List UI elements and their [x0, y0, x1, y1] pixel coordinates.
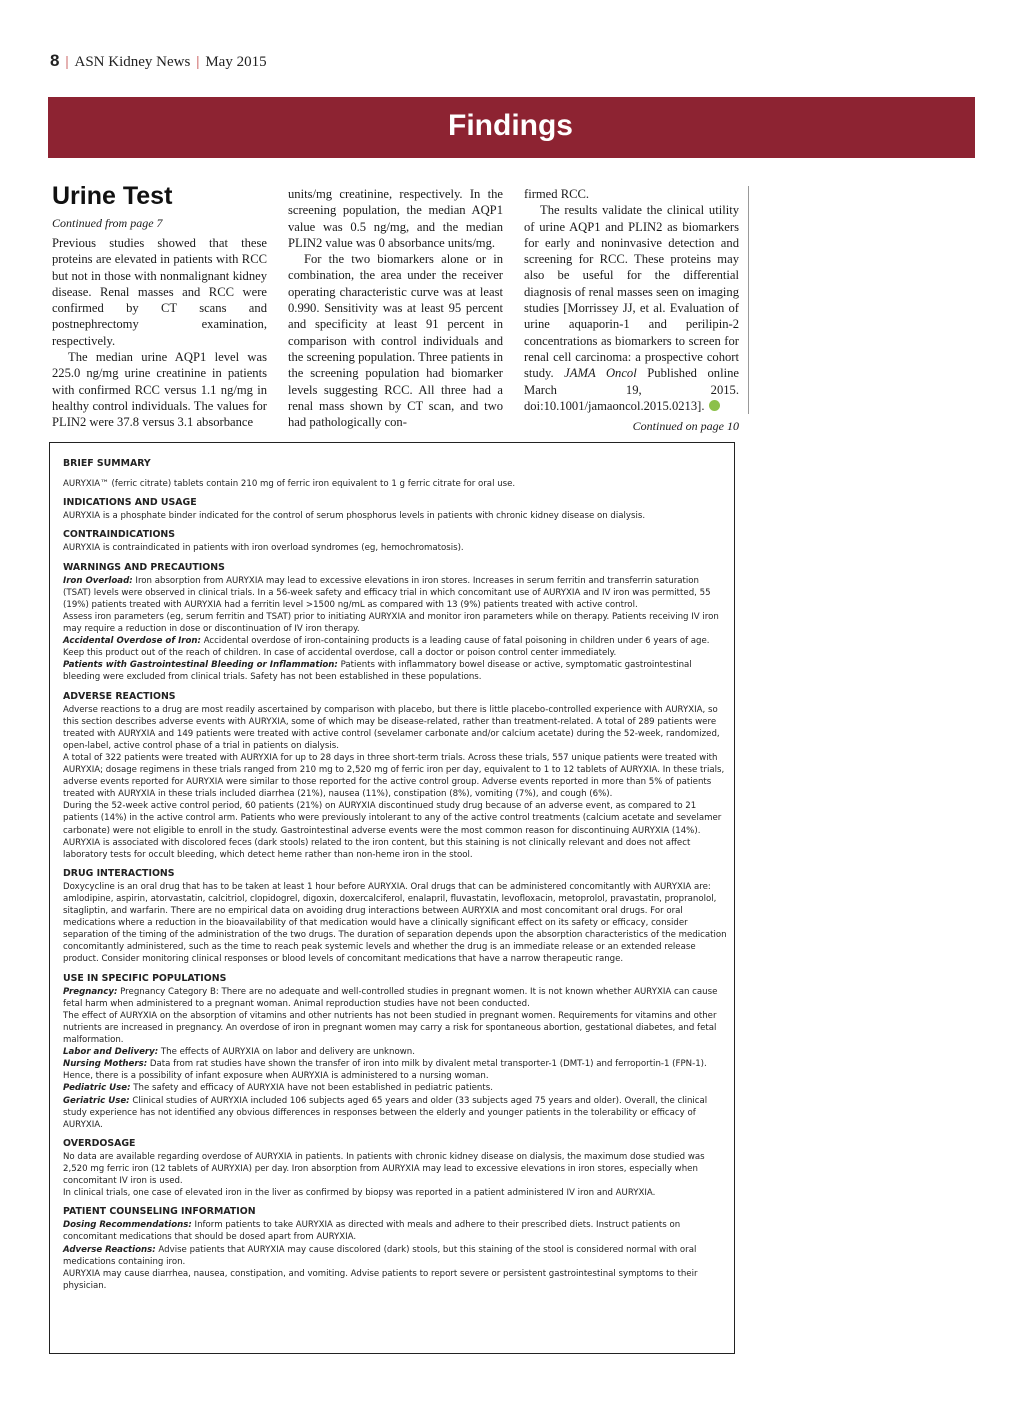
subheading-text: Advise patients that AURYXIA may cause discolored (dark) stools, but this staining of the stool is considered normal with oral medications containing iron.: [63, 1244, 697, 1267]
section-heading: OVERDOSAGE: [63, 1137, 136, 1149]
section-heading: USE IN SPECIFIC POPULATIONS: [63, 972, 227, 984]
article-column-2: [288, 186, 503, 430]
section-text: AURYXIA is a phosphate binder indicated for the control of serum phosphorus levels in patients with chronic kidney disease on dialysis.: [63, 511, 646, 522]
section-text: No data are available regarding overdose of AURYXIA in patients. In patients with chronic kidney disease on dialysis, the maximum dose studied was 2,520 mg ferric iron (12 tablets of AURYXIA) per day. Iron absorption from AURYXIA may lead to excessive elevations in iron stores, especially when concomitant IV iron is used.: [63, 1151, 705, 1187]
subheading: Nursing Mothers:: [63, 1059, 148, 1070]
section-heading: BRIEF SUMMARY: [63, 458, 151, 469]
section-heading: PATIENT COUNSELING INFORMATION: [63, 1206, 256, 1218]
section-text: Adverse reactions to a drug are most readily ascertained by comparison with placebo, but there is little placebo-controlled experience with AURYXIA, so this section describes adverse events with AURYXIA, some of which may be disease-related, rather than treatment-related. A total of 289 patients were treated with AURYXIA and 149 patients were treated with active control (sevelamer carbonate and/or calcium acetate) during the 52-week, randomized, open-label, active control phase of a trial in patients on dialysis.: [63, 704, 720, 751]
subheading-text: Clinical studies of AURYXIA included 106 subjects aged 65 years and older (33 subjects aged 75 years and older). Overall, the clinical study experience has not identified any obvious differences in responses between the elderly and younger patients in the tolerability or efficacy of AURYXIA.: [63, 1095, 708, 1130]
section-text: [63, 1046, 727, 1058]
citation-text: Published online March 19, 2015. doi:10.1001/jamaoncol.2015.0213].: [524, 366, 739, 413]
summary-section: [63, 868, 727, 966]
summary-section: [63, 691, 727, 861]
header-separator: |: [196, 54, 200, 70]
running-header: [50, 51, 267, 71]
section-text: [63, 1219, 727, 1243]
subheading-text: Pregnancy Category B: There are no adequate and well-controlled studies in pregnant women. It is not known whether AURYXIA can cause fetal harm when administered to a pregnant woman. Animal reproduction studies have not been conducted.: [63, 986, 718, 1009]
brief-summary-box: [49, 442, 735, 1354]
summary-section: [63, 1206, 727, 1292]
section-text: [63, 575, 727, 611]
subheading-text: Accidental overdose of iron-containing products is a leading cause of fatal poisoning in children under 6 years of age. Keep this product out of the reach of children. In case of accidental overdose, call a doctor or poison control center immediately.: [63, 636, 710, 659]
article-column-1: [52, 235, 267, 431]
summary-section: [63, 562, 727, 684]
summary-section: [63, 973, 727, 1131]
summary-section: [63, 1138, 727, 1199]
subheading: Dosing Recommendations:: [63, 1220, 192, 1231]
continued-from: Continued from page 7: [52, 216, 163, 230]
section-text: AURYXIA™ (ferric citrate) tablets contain 210 mg of ferric iron equivalent to 1 g ferric citrate for oral use.: [63, 479, 516, 490]
article-paragraph: For the two biomarkers alone or in combination, the area under the receiver operating characteristic curve was at least 0.990. Sensitivity was at least 95 percent and specificity at least 91 percent in comparison with control individuals and the screening population. Three patients in the screening population had biomarker levels suggesting RCC. All three had a renal mass shown by CT scan, and two had pathologically con-: [288, 252, 503, 430]
page-number: 8: [50, 51, 60, 70]
continued-on-link[interactable]: Continued on page 10: [632, 419, 739, 434]
article-title: Urine Test: [52, 182, 173, 210]
section-banner: [48, 97, 975, 158]
column-divider: [748, 186, 749, 414]
section-text: [63, 1082, 727, 1094]
summary-section: [63, 529, 727, 554]
subheading-text: The safety and efficacy of AURYXIA have not been established in pediatric patients.: [130, 1083, 493, 1094]
section-text: [63, 1058, 727, 1082]
section-text: [63, 659, 727, 683]
subheading: Accidental Overdose of Iron:: [63, 636, 201, 647]
section-text: [63, 1095, 727, 1131]
article-paragraph: firmed RCC.: [524, 187, 590, 201]
section-text: Doxycycline is an oral drug that has to be taken at least 1 hour before AURYXIA. Oral drugs that can be administered concomitantly with AURYXIA are: amlodipine, aspirin, atorvastatin, calcitriol, clopidogrel, digoxin, doxercalciferol, enalapril, fluvastatin, levofloxacin, metoprolol, pravastatin, propranolol, sitagliptin, and warfarin. There are no empirical data on avoiding drug interactions between AURYXIA and most concomitant oral drugs. For oral medications where a reduction in the bioavailability of that medication would have a clinically significant effect on its safety or efficacy, consider separation of the timing of the administration of the two drugs. The duration of separation depends upon the absorption characteristics of the medication concomitantly administered, such as the time to reach peak systemic levels and whether the drug is an immediate release or an extended release product. Consider monitoring clinical responses or blood levels of concomitant medications that have a narrow therapeutic range.: [63, 881, 727, 965]
section-text: [63, 635, 727, 659]
subheading-text: Inform patients to take AURYXIA as directed with meals and adhere to their prescribed diets. Instruct patients on concomitant medications that should be dosed apart from AURYXIA.: [63, 1220, 681, 1243]
subheading: Adverse Reactions:: [63, 1244, 156, 1255]
section-text: AURYXIA may cause diarrhea, nausea, constipation, and vomiting. Advise patients to report severe or persistent gastrointestinal symptoms to their physician.: [63, 1268, 698, 1291]
subheading-text: The effects of AURYXIA on labor and delivery are unknown.: [158, 1047, 415, 1058]
section-heading: ADVERSE REACTIONS: [63, 690, 176, 702]
subheading-text: Data from rat studies have shown the transfer of iron into milk by divalent metal transporter-1 (DMT-1) and ferroportin-1 (FPN-1). Hence, there is a possibility of infant exposure when AURYXIA is administered to a nursing woman.: [63, 1059, 707, 1082]
section-heading: WARNINGS AND PRECAUTIONS: [63, 561, 225, 573]
journal-name: JAMA Oncol: [564, 366, 637, 381]
section-text: AURYXIA is associated with discolored feces (dark stools) related to the iron content, but this staining is not clinically relevant and does not affect laboratory tests for occult bleeding, which detect heme rather than non-heme iron in the stool.: [63, 837, 691, 860]
subheading-text: Iron absorption from AURYXIA may lead to excessive elevations in iron stores. Increases in serum ferritin and transferrin saturation (TSAT) levels were observed in clinical trials. In a 56-week safety and efficacy trial in which concomitant use of AURYXIA and IV iron was permitted, 55 (19%) patients treated with AURYXIA had a ferritin level >1500 ng/mL as compared with 13 (9%) patients treated with active control.: [63, 575, 711, 610]
section-title: Findings: [448, 109, 573, 142]
section-text: During the 52-week active control period, 60 patients (21%) on AURYXIA discontinued study drug because of an adverse event, as compared to 21 patients (14%) in the active control arm. Patients who were previously intolerant to any of the active control treatments (calcium acetate and sevelamer carbonate) were not eligible to enroll in the study. Gastrointestinal adverse events were the most common reason for discontinuing AURYXIA (14%).: [63, 801, 722, 836]
section-text: AURYXIA is contraindicated in patients with iron overload syndromes (eg, hemochromatosis).: [63, 543, 464, 554]
section-heading: INDICATIONS AND USAGE: [63, 497, 197, 509]
subheading: Pregnancy:: [63, 986, 118, 997]
article-paragraph: Previous studies showed that these proteins are elevated in patients with RCC but not in those with nonmalignant kidney disease. Renal masses and RCC were confirmed by CT scans and postnephrectomy examination, respectively.: [52, 236, 267, 348]
article-paragraph: units/mg creatinine, respectively. In the screening population, the median AQP1 value was 0.5 ng/mg, and the median PLIN2 value was 0 absorbance units/mg.: [288, 187, 503, 250]
summary-section: [63, 458, 727, 490]
section-text: The effect of AURYXIA on the absorption of vitamins and other nutrients has not been studied in pregnant women. Requirements for vitamins and other nutrients are increased in pregnancy. An overdose of iron in pregnant women may carry a risk for spontaneous abortion, gestational diabetes, and fetal malformation.: [63, 1010, 717, 1046]
subheading: Labor and Delivery:: [63, 1047, 159, 1058]
article-column-3: [524, 186, 739, 434]
article-paragraph: [524, 202, 739, 414]
section-text: [63, 1244, 727, 1268]
issue-date: May 2015: [205, 54, 267, 70]
subheading: Patients with Gastrointestinal Bleeding or Inflammation:: [63, 660, 338, 671]
section-text: In clinical trials, one case of elevated iron in the liver as confirmed by biopsy was reported in a patient administered IV iron and AURYXIA.: [63, 1188, 656, 1199]
subheading: Geriatric Use:: [63, 1095, 130, 1106]
article-paragraph: The median urine AQP1 level was 225.0 ng/mg urine creatinine in patients with confirmed RCC versus 1.1 ng/mg in healthy control individuals. The values for PLIN2 were 37.8 versus 3.1 absorbance: [52, 350, 267, 430]
section-text: [63, 986, 727, 1010]
subheading: Iron Overload:: [63, 575, 133, 586]
section-heading: CONTRAINDICATIONS: [63, 529, 176, 541]
section-text: A total of 322 patients were treated with AURYXIA for up to 28 days in three short-term trials. Across these trials, 557 unique patients were treated with AURYXIA; dosage regimens in these trials ranged from 210 mg to 2,520 mg of ferric iron per day, equivalent to 1 to 12 tablets of AURYXIA. In these trials, adverse events reported for AURYXIA were similar to those reported for the active control group. Adverse events reported in more than 5% of patients treated with AURYXIA in these trials included diarrhea (21%), nausea (11%), constipation (8%), vomiting (7%), and cough (6%).: [63, 752, 725, 800]
publication-name: ASN Kidney News: [74, 54, 191, 70]
subheading: Pediatric Use:: [63, 1083, 131, 1094]
subheading-text: Patients with inflammatory bowel disease or active, symptomatic gastrointestinal bleeding were excluded from clinical trials. Safety has not been established in these populations.: [63, 660, 692, 683]
section-heading: DRUG INTERACTIONS: [63, 867, 175, 879]
summary-section: [63, 497, 727, 522]
header-separator: |: [65, 54, 69, 70]
section-text: Assess iron parameters (eg, serum ferritin and TSAT) prior to initiating AURYXIA and monitor iron parameters while on therapy. Patients receiving IV iron may require a reduction in dose or discontinuation of IV iron therapy.: [63, 611, 719, 635]
citation-text: The results validate the clinical utility of urine AQP1 and PLIN2 as biomarkers for early and noninvasive detection and screening for RCC. These proteins may also be useful for the differential diagnosis of renal masses seen on imaging studies [Morrissey JJ, et al. Evaluation of urine aquaporin-1 and perilipin-2 concentrations as biomarkers to screen for renal cell carcinoma: a prospective cohort study.: [524, 203, 739, 381]
end-of-article-dot-icon: [709, 400, 720, 411]
